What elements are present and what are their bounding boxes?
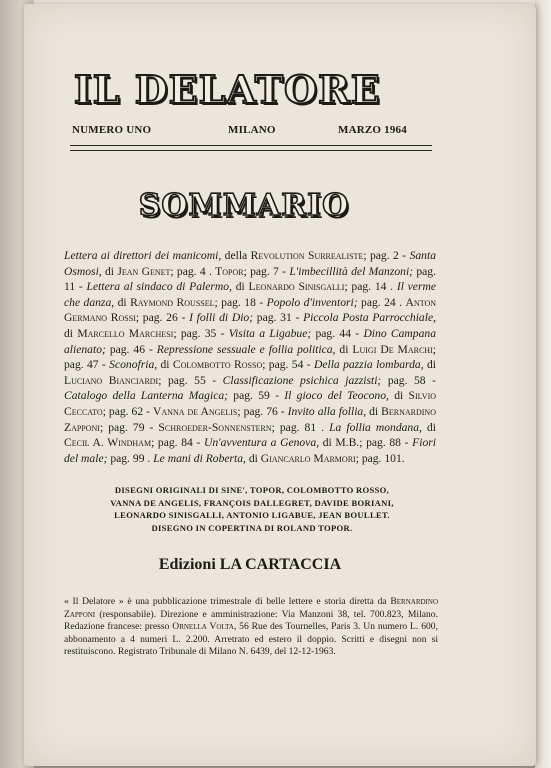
contents-text: Le mani di Roberta, [153, 451, 246, 465]
contents-author: Leonardo Sinisgalli [248, 280, 345, 294]
colophon-name: Bernardino Zapponi [64, 596, 438, 620]
masthead-rule [70, 145, 432, 151]
contents-text: della [221, 249, 251, 262]
publisher-prefix: Edizioni [158, 556, 220, 573]
section-title: SOMMARIO [138, 188, 350, 223]
contents-text: di [421, 420, 436, 434]
contents-author: Raymond Roussel [130, 295, 215, 309]
issue-city: MILANO [228, 124, 276, 136]
contents-text: Catalogo della Lanterna Magica; [64, 389, 229, 403]
credits-line: LEONARDO SINISGALLI, ANTONIO LIGABUE, JEAN BOULLET. [114, 510, 390, 521]
contents-text: ; pag. 76 - [237, 404, 288, 418]
contents-text: ; pag. 2 - [363, 249, 410, 262]
contents-author: Luciano Bianciardi [64, 373, 159, 387]
table-of-contents [64, 248, 436, 466]
contents-text: di [245, 451, 261, 465]
contents-text: ; pag. 14 . [344, 280, 397, 294]
colophon-text: « Il Delatore » è una pubblicazione trimestrale di belle lettere e storia diretta da [64, 596, 391, 607]
contents-text: ; pag. 18 - [214, 295, 267, 309]
contents-text: di [335, 342, 353, 356]
contents-text: ; pag. 62 - [102, 404, 154, 418]
contents-author: Schroeder-Sonnenstern [158, 420, 272, 434]
contents-text: ; pag. 4 . [170, 264, 216, 278]
adjacent-page-right [535, 0, 551, 768]
credits-line: DISEGNI ORIGINALI DI SINE', TOPOR, COLOMBOTTO ROSSO, [114, 485, 390, 495]
contents-text: ; pag. 7 - [243, 264, 290, 278]
contents-author: Bernardino Zapponi [64, 404, 436, 434]
contents-text: ; pag. 54 - [262, 358, 314, 372]
contents-text: Repressione sessuale e follia politica, [156, 342, 336, 356]
contents-author: Cecil A. Windham [64, 436, 152, 450]
contents-text: ; pag. 84 - [151, 436, 204, 450]
publisher [64, 556, 436, 576]
contents-text: di [231, 280, 249, 294]
contents-text: La follia mondana, [329, 420, 422, 434]
contents-author: Giancarlo Marmori [260, 451, 356, 465]
colophon-text: , 56 Rue des Tournelles, Paris 3. Un numero L. 600, abbonamento a 4 numeri L. 2.200. Arretrato ed estero il doppio. Scritti e disegni non si restituiscono. Registrato Tribunale di Milano N. 6439, del 12-12-1963. [64, 621, 438, 658]
contents-text: Un'avventura a Genova, [203, 436, 320, 450]
contents-author: Colombotto Rosso [172, 358, 263, 372]
contents-text: Della pazzia lombarda, [313, 358, 424, 372]
contents-text: pag. 44 - [311, 326, 364, 340]
contents-text: ; pag. 55 - [158, 373, 223, 387]
credits-line: DISEGNO IN COPERTINA DI ROLAND TOPOR. [151, 522, 353, 533]
contents-text: di [366, 404, 382, 418]
contents-author: Jean Genet [117, 264, 171, 278]
contents-author: Silvio Ceccato [64, 389, 437, 418]
contents-text: pag. 11 - [64, 264, 436, 294]
issue-date: MARZO 1964 [338, 124, 407, 136]
contents-text: pag. 58 - [381, 373, 436, 387]
contents-author: Revolution Surrealiste [250, 249, 364, 262]
contents-text: Lettera ai direttori dei manicomi, [64, 249, 222, 262]
contents-text: di M.B.; pag. 88 - [319, 436, 413, 450]
contents-text: pag. 24 . [357, 295, 406, 309]
contents-text: Visita a Ligabue; [228, 326, 312, 340]
contents-text: di [64, 326, 78, 340]
contents-author: Anton Germano Rossi [64, 295, 436, 325]
contents-text: ; pag. 79 - [99, 420, 159, 434]
contents-text: di [423, 358, 436, 372]
contents-text: Lettera al sindaco di Palermo, [86, 280, 232, 294]
issue-line [72, 124, 434, 140]
contents-text: pag. 46 - [105, 342, 157, 356]
contents-text: Piccola Posta Parrocchiale, [303, 311, 436, 325]
issue-number: NUMERO UNO [72, 124, 152, 136]
contents-text: di [101, 264, 118, 278]
contents-text: pag. 31 - [253, 311, 304, 325]
contents-text: di [388, 389, 409, 403]
contents-text: ; pag. 35 - [173, 326, 229, 340]
contents-author: Luigi De Marchi [352, 342, 433, 356]
contents-text: L'imbecillità del Manzoni; [289, 264, 414, 278]
contents-text: ; pag. 81 . [271, 420, 330, 434]
contents-text: ; pag. 26 - [135, 311, 190, 325]
colophon-text: (responsabile). Direzione e amministrazione: Via Manzoni 38, tel. 700.823, Milano. Redazione francese: presso [64, 608, 438, 633]
colophon [64, 596, 438, 659]
illustration-credits [90, 484, 414, 534]
colophon-name: Ornella Volta [172, 621, 234, 633]
contents-text: di [114, 295, 131, 309]
contents-author: Marcello Marchesi [77, 326, 174, 340]
contents-text: Il verme che danza, [64, 280, 436, 309]
contents-text: pag. 99 . [107, 451, 154, 465]
contents-author: Vanna de Angelis [153, 404, 238, 418]
contents-text: Invito alla follia, [287, 404, 367, 418]
contents-text: ; pag. 101. [355, 451, 405, 465]
contents-text: I folli di Dio; [189, 311, 254, 325]
contents-text: Santa Osmosi, [64, 249, 436, 278]
publisher-name: LA CARTACCIA [219, 556, 342, 573]
contents-text: pag. 59 - [228, 389, 285, 403]
contents-text: Classificazione psichica jazzisti; [222, 373, 382, 387]
credits-line: VANNA DE ANGELIS, FRANÇOIS DALLEGRET, DAVIDE BORIANI, [110, 497, 394, 508]
contents-author: Topor [215, 264, 244, 278]
contents-text: Il gioco del Teocono, [284, 389, 389, 403]
contents-text: Sconofria, [109, 358, 158, 372]
contents-text: ; pag. 47 - [64, 342, 436, 372]
contents-text: Dino Campana alienato; [64, 326, 436, 356]
contents-text: Fiori del male; [64, 436, 436, 465]
contents-text: Popolo d'inventori; [266, 295, 358, 309]
masthead-title: IL DELATORE [74, 67, 381, 112]
contents-text: di [157, 358, 173, 372]
